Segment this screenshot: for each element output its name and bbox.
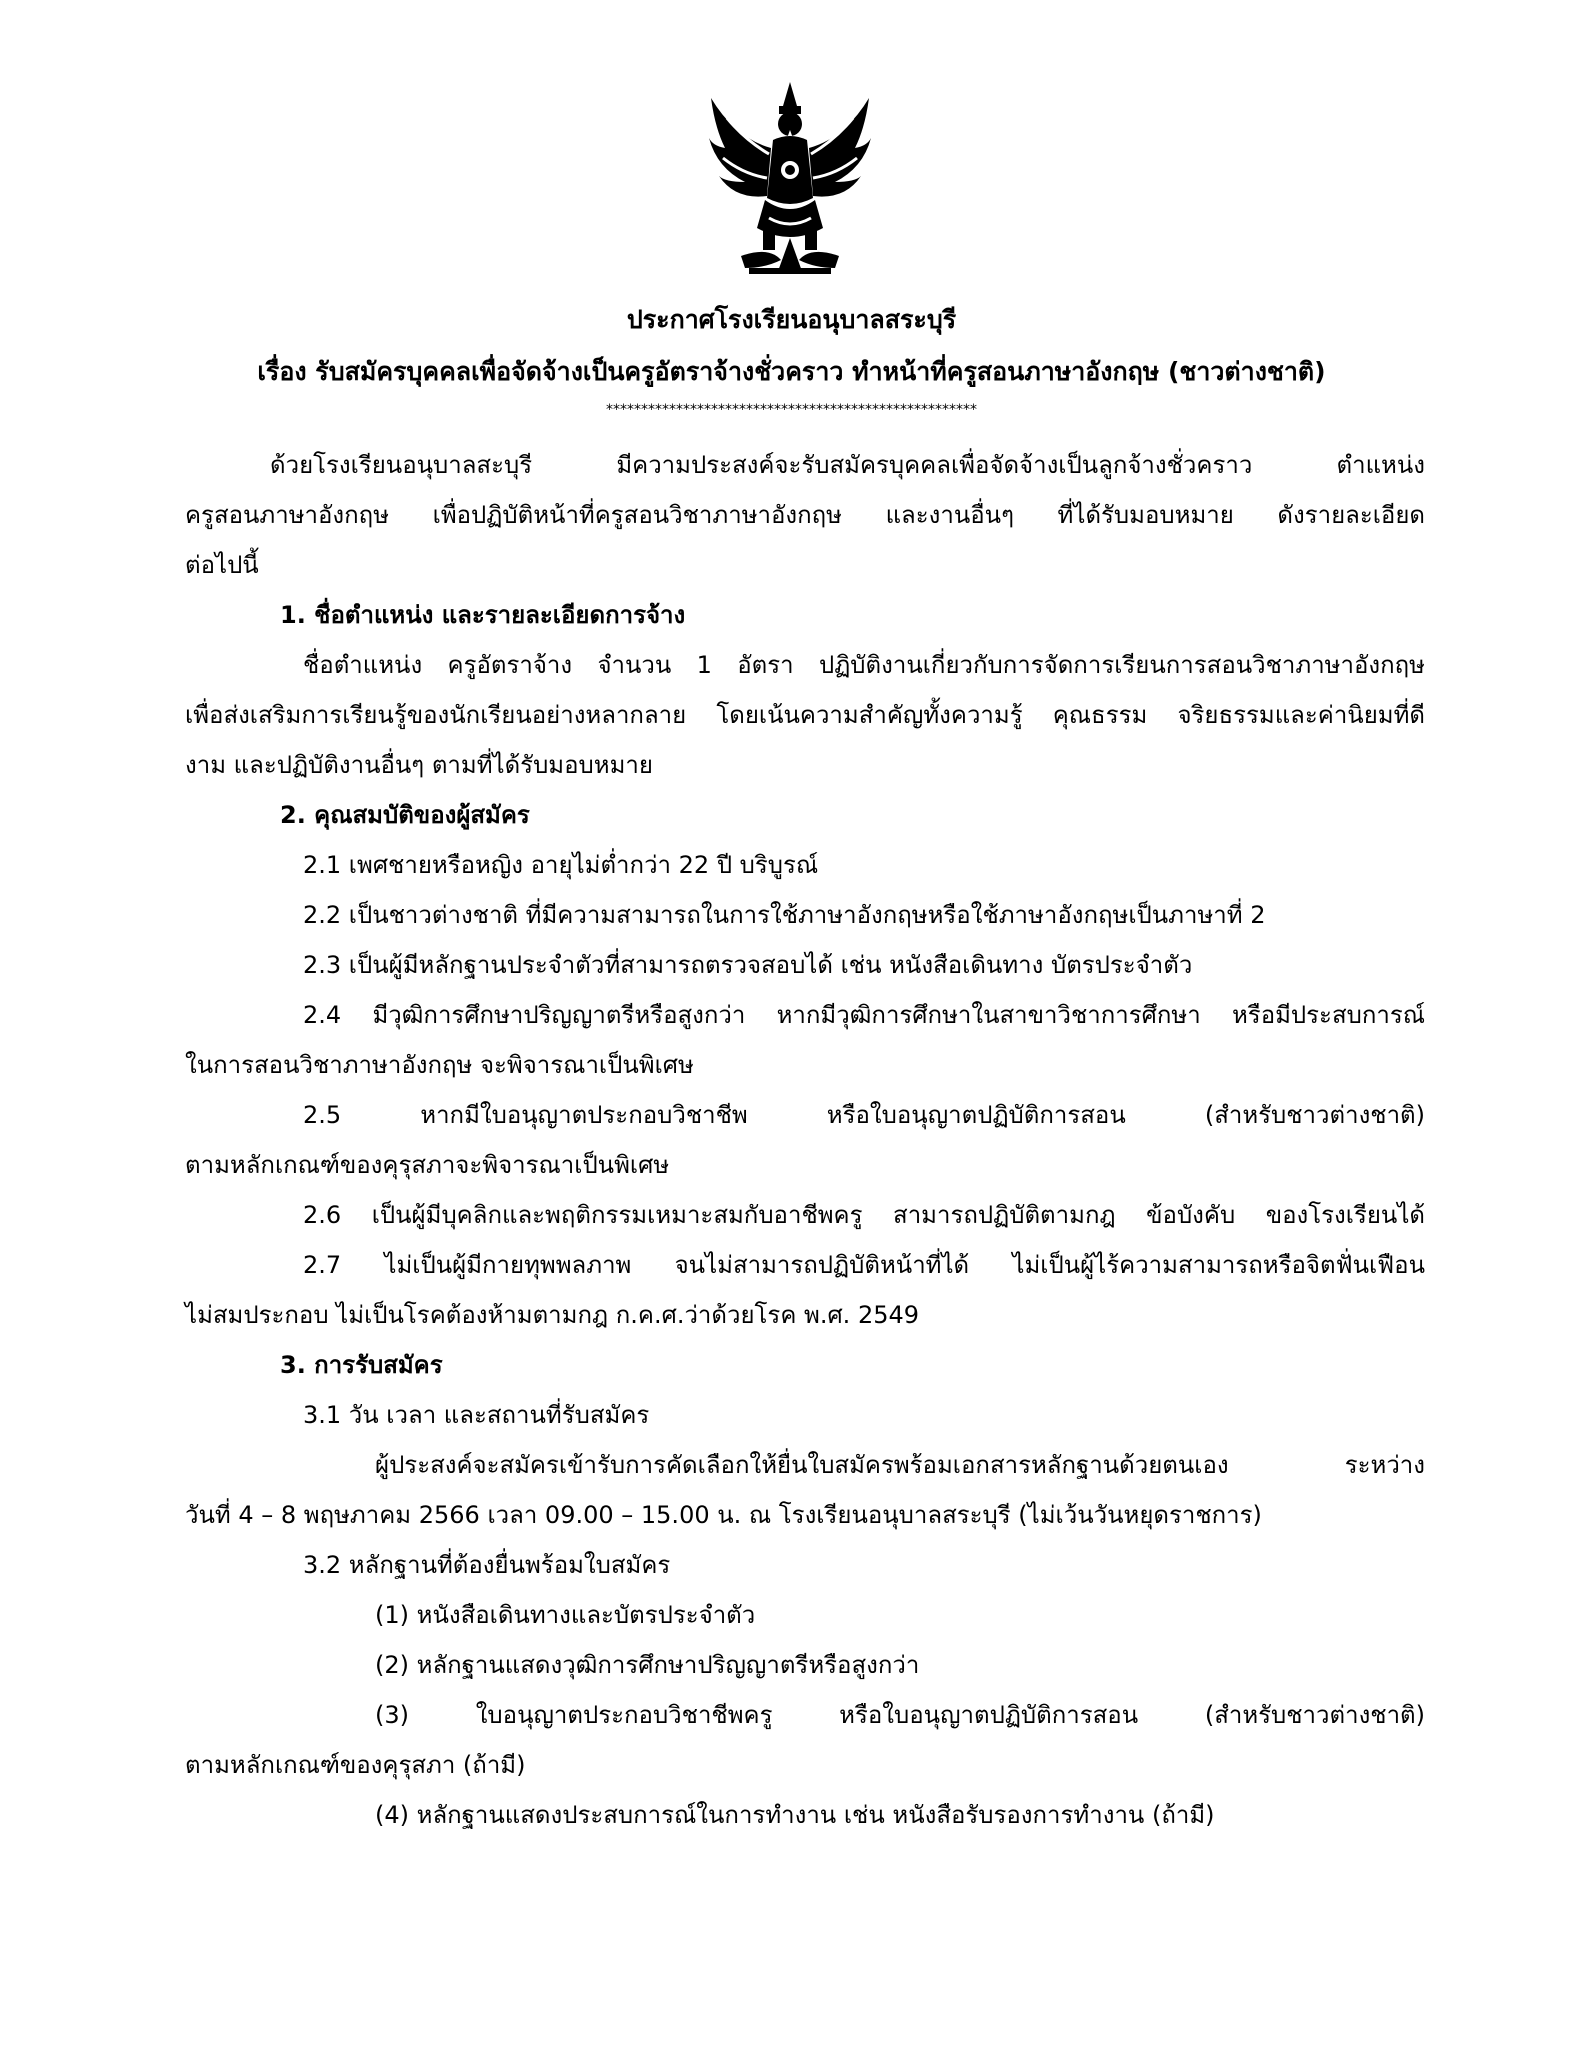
section-2-heading: 2. คุณสมบัติของผู้สมัคร <box>280 801 530 829</box>
document-item-2: (2) หลักฐานแสดงวุฒิการศึกษาปริญญาตรีหรือสูงกว่า <box>375 1651 920 1679</box>
qualification-2-3: 2.3 เป็นผู้มีหลักฐานประจำตัวที่สามารถตรวจสอบได้ เช่น หนังสือเดินทาง บัตรประจำตัว <box>303 951 1193 979</box>
section-1-line-1: ชื่อตำแหน่ง ครูอัตราจ้าง จำนวน 1 อัตรา ปฏิบัติงานเกี่ยวกับการจัดการเรียนการสอนวิชาภาษาอังกฤษ <box>303 651 1425 679</box>
application-3-1-line-2: วันที่ 4 – 8 พฤษภาคม 2566 เวลา 09.00 – 15.00 น. ณ โรงเรียนอนุบาลสระบุรี (ไม่เว้นวันหยุดราชการ) <box>185 1501 1262 1529</box>
application-3-1-line-1: ผู้ประสงค์จะสมัครเข้ารับการคัดเลือกให้ยื่นใบสมัครพร้อมเอกสารหลักฐานด้วยตนเอง ระหว่าง <box>375 1451 1425 1479</box>
qualification-2-7-line-1: 2.7 ไม่เป็นผู้มีกายทุพพลภาพ จนไม่สามารถปฏิบัติหน้าที่ได้ ไม่เป็นผู้ไร้ความสามารถหรือจิตฟั่นเฟือน <box>303 1251 1425 1279</box>
section-1-line-3: งาม และปฏิบัติงานอื่นๆ ตามที่ได้รับมอบหมาย <box>185 751 653 779</box>
qualification-2-2: 2.2 เป็นชาวต่างชาติ ที่มีความสามารถในการใช้ภาษาอังกฤษหรือใช้ภาษาอังกฤษเป็นภาษาที่ 2 <box>303 901 1266 929</box>
qualification-2-4-line-2: ในการสอนวิชาภาษาอังกฤษ จะพิจารณาเป็นพิเศษ <box>185 1051 694 1079</box>
document-item-4: (4) หลักฐานแสดงประสบการณ์ในการทำงาน เช่น หนังสือรับรองการทำงาน (ถ้ามี) <box>375 1801 1215 1829</box>
announcement-subject: เรื่อง รับสมัครบุคคลเพื่อจัดจ้างเป็นครูอัตราจ้างชั่วคราว ทำหน้าที่ครูสอนภาษาอังกฤษ (ชาวต่างชาติ) <box>257 357 1326 386</box>
section-3-heading: 3. การรับสมัคร <box>280 1351 443 1379</box>
intro-line-3: ต่อไปนี้ <box>185 551 259 579</box>
qualification-2-6: 2.6 เป็นผู้มีบุคลิกและพฤติกรรมเหมาะสมกับอาชีพครู สามารถปฏิบัติตามกฎ ข้อบังคับ ของโรงเรียนได้ <box>303 1201 1425 1229</box>
qualification-2-1: 2.1 เพศชายหรือหญิง อายุไม่ต่ำกว่า 22 ปี บริบูรณ์ <box>303 851 819 879</box>
application-3-2: 3.2 หลักฐานที่ต้องยื่นพร้อมใบสมัคร <box>303 1551 671 1579</box>
qualification-2-4-line-1: 2.4 มีวุฒิการศึกษาปริญญาตรีหรือสูงกว่า หากมีวุฒิการศึกษาในสาขาวิชาการศึกษา หรือมีประสบการณ์ <box>303 1001 1425 1029</box>
qualification-2-5-line-1: 2.5 หากมีใบอนุญาตประกอบวิชาชีพ หรือใบอนุญาตปฏิบัติการสอน (สำหรับชาวต่างชาติ) <box>303 1101 1425 1129</box>
title-divider: ***************************************************** <box>606 402 977 418</box>
document-item-3-line-1: (3) ใบอนุญาตประกอบวิชาชีพครู หรือใบอนุญาตปฏิบัติการสอน (สำหรับชาวต่างชาติ) <box>375 1701 1425 1729</box>
application-3-1: 3.1 วัน เวลา และสถานที่รับสมัคร <box>303 1401 650 1429</box>
intro-line-2: ครูสอนภาษาอังกฤษ เพื่อปฏิบัติหน้าที่ครูสอนวิชาภาษาอังกฤษ และงานอื่นๆ ที่ได้รับมอบหมาย ดังรายละเอียด <box>185 501 1425 529</box>
qualification-2-7-line-2: ไม่สมประกอบ ไม่เป็นโรคต้องห้ามตามกฎ ก.ค.ศ.ว่าด้วยโรค พ.ศ. 2549 <box>185 1301 920 1329</box>
garuda-emblem-icon <box>705 78 875 278</box>
document-item-3-line-2: ตามหลักเกณฑ์ของคุรุสภา (ถ้ามี) <box>185 1751 526 1779</box>
intro-line-1: ด้วยโรงเรียนอนุบาลสะบุรี มีความประสงค์จะรับสมัครบุคคลเพื่อจัดจ้างเป็นลูกจ้างชั่วคราว ตำแหน่ง <box>270 451 1425 479</box>
section-1-line-2: เพื่อส่งเสริมการเรียนรู้ของนักเรียนอย่างหลากลาย โดยเน้นความสำคัญทั้งความรู้ คุณธรรม จริยธรรมและค่านิยมที่ดี <box>185 701 1425 729</box>
section-1-heading: 1. ชื่อตำแหน่ง และรายละเอียดการจ้าง <box>280 601 686 629</box>
qualification-2-5-line-2: ตามหลักเกณฑ์ของคุรุสภาจะพิจารณาเป็นพิเศษ <box>185 1151 670 1179</box>
document-item-1: (1) หนังสือเดินทางและบัตรประจำตัว <box>375 1601 756 1629</box>
document-body <box>185 440 1425 1840</box>
announcement-title: ประกาศโรงเรียนอนุบาลสระบุรี <box>626 305 957 334</box>
